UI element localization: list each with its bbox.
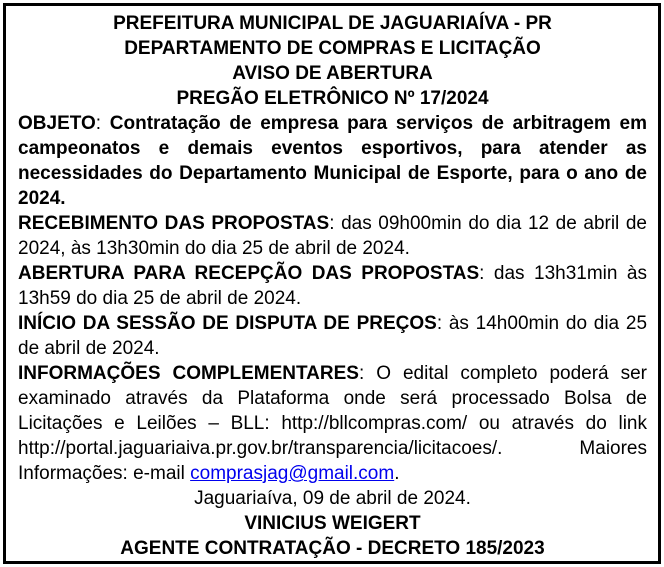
section-recebimento-body: das 09h00min do dia 12 de abril de 2024, às 13h30min do dia 25 de abril de 2024. xyxy=(18,213,647,259)
section-informacoes xyxy=(18,361,647,486)
label-separator: : xyxy=(95,113,102,134)
signature-name: VINICIUS WEIGERT xyxy=(244,513,421,534)
header-line-entity: PREFEITURA MUNICIPAL DE JAGUARIAÍVA - PR xyxy=(113,13,552,34)
section-informacoes-body: O edital completo poderá ser examinado através da Plataforma onde será processado Bolsa de Licitações e Leilões – BLL: http://bllcompras.com/ ou através do link http://portal.jaguariaiva.pr.gov.br/transparencia/licitacoes/. Maiores Informações: e-mail xyxy=(18,363,648,484)
label-separator: : xyxy=(479,263,485,284)
section-objeto-body: Contratação de empresa para serviços de arbitragem em campeonatos e demais eventos esportivos, para atender as necessidades do Departamento Municipal de Esporte, para o ano de 2024. xyxy=(18,113,647,209)
section-informacoes-body-end: . xyxy=(394,463,400,484)
section-objeto xyxy=(18,111,647,211)
header-line-auction-number: PREGÃO ELETRÔNICO Nº 17/2024 xyxy=(176,88,489,109)
section-abertura-body: das 13h31min às 13h59 do dia 25 de abril de 2024. xyxy=(18,263,648,309)
section-inicio-disputa xyxy=(18,311,647,361)
date-line: Jaguariaíva, 09 de abril de 2024. xyxy=(194,488,471,509)
email-link[interactable]: comprasjag@gmail.com xyxy=(190,463,395,484)
section-recebimento-label: RECEBIMENTO DAS PROPOSTAS xyxy=(18,213,330,234)
section-inicio-disputa-body: às 14h00min do dia 25 de abril de 2024. xyxy=(18,313,648,359)
section-recebimento xyxy=(18,211,647,261)
section-abertura xyxy=(18,261,647,311)
header-line-notice-type: AVISO DE ABERTURA xyxy=(232,63,433,84)
section-objeto-label: OBJETO xyxy=(18,113,96,134)
label-separator: : xyxy=(436,313,443,334)
section-inicio-disputa-label: INÍCIO DA SESSÃO DE DISPUTA DE PREÇOS xyxy=(18,313,437,334)
label-separator: : xyxy=(358,363,365,384)
section-abertura-label: ABERTURA PARA RECEPÇÃO DAS PROPOSTAS xyxy=(18,263,480,284)
notice-document xyxy=(3,3,661,564)
signature-title: AGENTE CONTRATAÇÃO - DECRETO 185/2023 xyxy=(120,538,545,559)
header-line-department: DEPARTAMENTO DE COMPRAS E LICITAÇÃO xyxy=(124,38,541,59)
label-separator: : xyxy=(329,213,335,234)
section-informacoes-label: INFORMAÇÕES COMPLEMENTARES xyxy=(18,363,359,384)
